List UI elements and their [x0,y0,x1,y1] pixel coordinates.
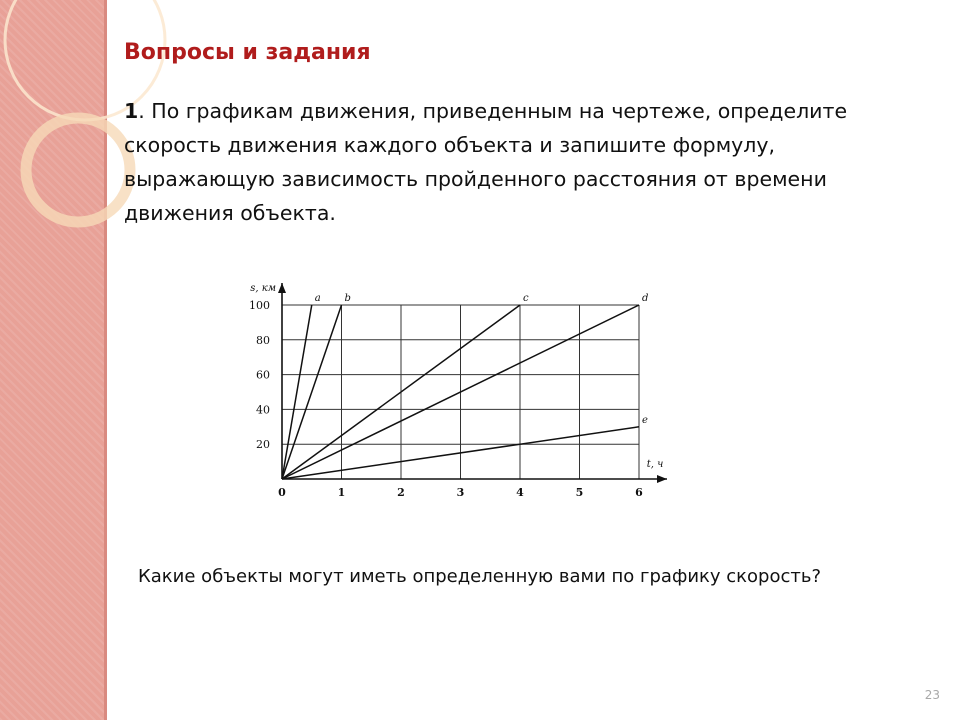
page-number: 23 [924,688,940,702]
y-tick-label: 80 [256,333,270,347]
y-tick-label: 40 [256,403,270,417]
x-tick-label: 6 [635,486,643,499]
x-axis-label: t, ч [646,459,664,470]
x-tick-label: 2 [397,486,405,499]
y-tick-label: 100 [249,299,270,312]
y-axis-label: s, км [250,283,276,294]
y-axis-arrow [278,283,286,293]
series-label-d: d [642,293,649,304]
series-label-a: a [314,293,321,304]
series-label-c: c [523,293,529,304]
x-tick-label: 0 [278,486,286,499]
task-text [124,94,894,230]
x-tick-label: 1 [337,486,346,499]
y-tick-label: 60 [256,368,270,382]
task-number: 1 [124,99,139,123]
task-body: . По графикам движения, приведенным на чертеже, определите скорость движения каждого объекта и запишите формулу, выражающую зависимость пройденного расстояния от времени движения объекта. [124,99,848,225]
motion-graph-chart [212,268,692,508]
decorative-rings [0,0,130,260]
question-text: Какие объекты могут иметь определенную вами по графику скорость? [138,566,822,587]
x-tick-label: 4 [516,486,524,499]
series-line-b [282,305,342,479]
x-tick-label: 3 [456,486,465,499]
y-tick-label: 20 [256,438,270,452]
series-line-a [282,305,312,479]
x-tick-label: 5 [575,486,584,499]
x-axis-arrow [657,475,667,483]
series-label-b: b [344,293,351,304]
chart-labels [249,283,663,499]
slide-title: Вопросы и задания [124,40,371,65]
series-label-e: e [642,414,648,426]
